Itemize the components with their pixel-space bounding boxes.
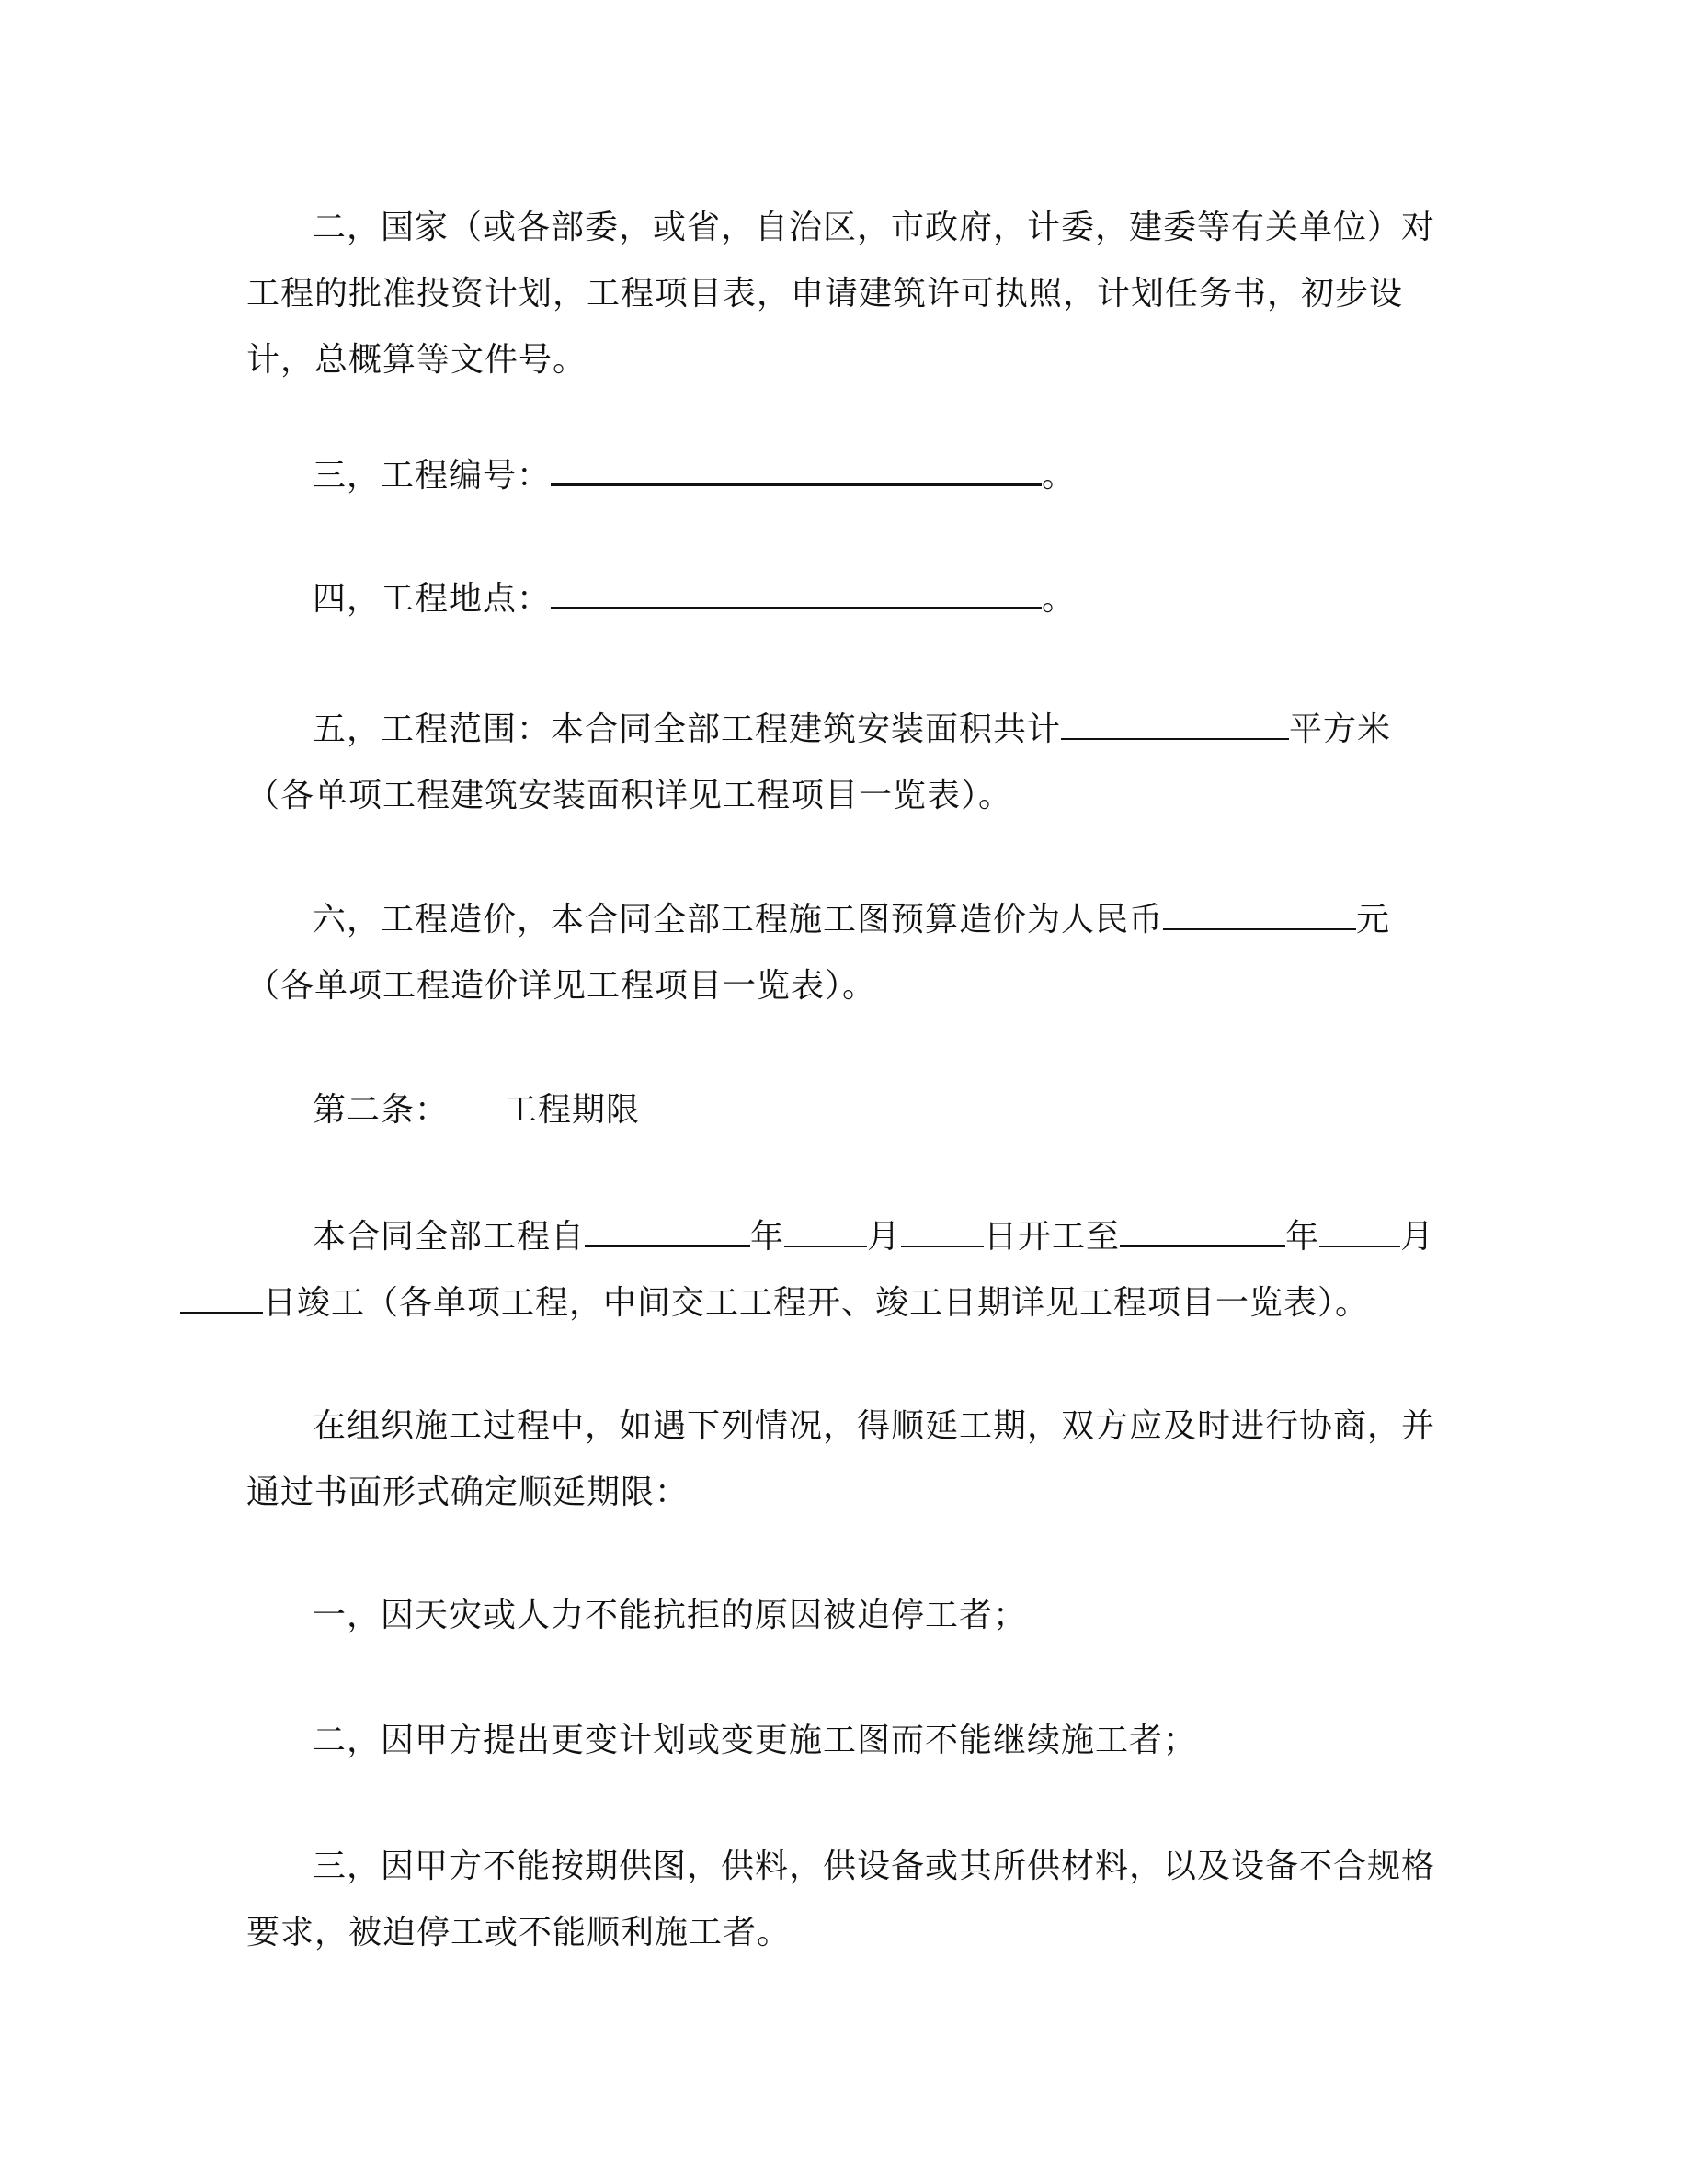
- end-year-blank[interactable]: [1120, 1217, 1285, 1247]
- cost-text-b: 元（各单项工程造价详见工程项目一览表）。: [246, 901, 1391, 1005]
- scope-text-b: 平方米（各单项工程建筑安装面积详见工程项目一览表）。: [246, 711, 1392, 814]
- year-label: 年: [1285, 1218, 1320, 1256]
- project-number-label: 三，工程编号：: [313, 457, 552, 495]
- paragraph-project-term: [246, 1204, 1442, 1337]
- start-year-blank[interactable]: [585, 1217, 750, 1247]
- paragraph-project-number: [246, 443, 1442, 509]
- paragraph-extension: 在组织施工过程中，如遇下列情况，得顺延工期，双方应及时进行协商，并通过书面形式确定顺延期限：: [246, 1407, 1436, 1511]
- article-2-label: 第二条：: [313, 1091, 450, 1129]
- list-item-3: 三，因甲方不能按期供图，供料，供设备或其所供材料，以及设备不合规格要求，被迫停工或不能顺利施工者。: [246, 1848, 1436, 1951]
- project-location-blank[interactable]: [551, 579, 1042, 609]
- list-item-2: 二，因甲方提出更变计划或变更施工图而不能继续施工者；: [313, 1722, 1198, 1759]
- term-text-c: 日竣工（各单项工程，中间交工工程开、竣工日期详见工程项目一览表）。: [263, 1284, 1370, 1322]
- scope-text-a: 五，工程范围：本合同全部工程建筑安装面积共计: [313, 711, 1062, 748]
- paragraph-project-scope: [246, 697, 1442, 829]
- end-month-blank[interactable]: [1319, 1218, 1400, 1247]
- article-2-title: 工程期限: [504, 1091, 641, 1129]
- paragraph-investment-plan: 二，国家（或各部委，或省，自治区，市政府，计委，建委等有关单位）对工程的批准投资计划，工程项目表，申请建筑许可执照，计划任务书，初步设计，总概算等文件号。: [246, 209, 1436, 379]
- paragraph-project-location: [246, 566, 1442, 632]
- project-number-blank[interactable]: [551, 456, 1042, 486]
- month-label: 月: [1400, 1218, 1435, 1256]
- cost-text-a: 六，工程造价，本合同全部工程施工图预算造价为人民币: [313, 901, 1164, 938]
- year-label: 年: [750, 1218, 785, 1256]
- end-day-blank[interactable]: [180, 1284, 263, 1314]
- period: 。: [1042, 457, 1077, 495]
- cost-blank[interactable]: [1163, 901, 1356, 930]
- article-2-heading: [246, 1077, 1442, 1143]
- list-item-1: 一，因天灾或人力不能抗拒的原因被迫停工者；: [313, 1597, 1028, 1634]
- start-month-blank[interactable]: [784, 1218, 867, 1247]
- paragraph-project-cost: [246, 887, 1442, 1019]
- start-day-blank[interactable]: [901, 1218, 984, 1247]
- area-blank[interactable]: [1061, 711, 1289, 740]
- month-label: 月: [867, 1218, 902, 1256]
- period: 。: [1042, 580, 1077, 618]
- term-text-b: 日开工至: [984, 1218, 1121, 1256]
- project-location-label: 四，工程地点：: [313, 580, 552, 618]
- term-text-a: 本合同全部工程自: [313, 1218, 586, 1256]
